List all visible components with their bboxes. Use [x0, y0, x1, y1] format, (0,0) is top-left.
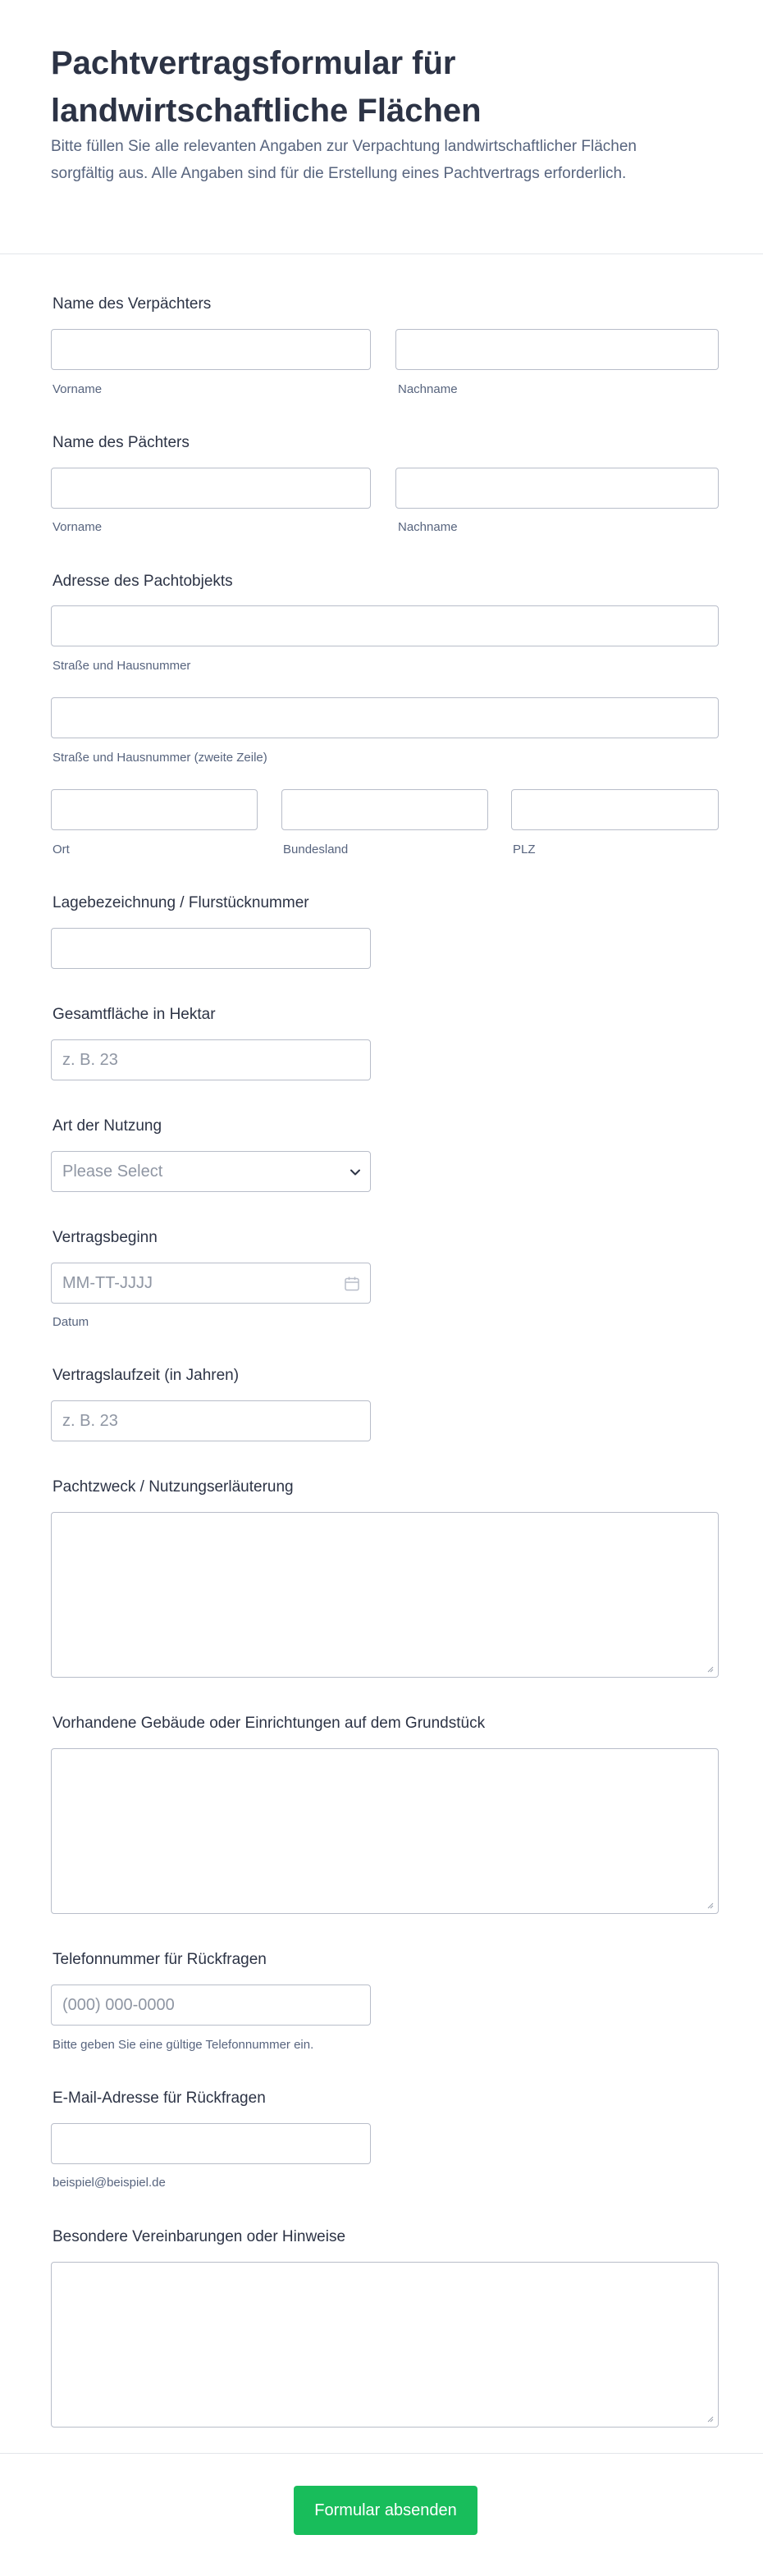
duration-label: Vertragslaufzeit (in Jahren): [53, 1367, 240, 1384]
usage-label: Art der Nutzung: [53, 1117, 162, 1135]
email-sublabel: beispiel@beispiel.de: [53, 2176, 166, 2190]
lessee-first-name-sublabel: Vorname: [53, 520, 103, 534]
lessor-last-name-input[interactable]: [395, 329, 719, 370]
phone-sublabel: Bitte geben Sie eine gültige Telefonnummer ein.: [53, 2038, 314, 2052]
phone-input[interactable]: [51, 1985, 371, 2026]
parcel-label: Lagebezeichnung / Flurstücknummer: [53, 894, 309, 911]
lessee-last-name-sublabel: Nachname: [398, 520, 458, 534]
lessor-first-name-input[interactable]: [51, 329, 371, 370]
duration-input[interactable]: [51, 1400, 371, 1441]
street-input[interactable]: [51, 605, 719, 646]
address-label: Adresse des Pachtobjekts: [53, 573, 233, 590]
email-input[interactable]: [51, 2123, 371, 2164]
chevron-down-icon: [349, 1166, 362, 1179]
start-date-label: Vertragsbeginn: [53, 1229, 158, 1246]
state-sublabel: Bundesland: [283, 843, 349, 856]
purpose-label: Pachtzweck / Nutzungserläuterung: [53, 1478, 294, 1496]
form-title: Pachtvertragsformular für landwirtschaftliche Flächen: [51, 45, 482, 129]
start-date-input[interactable]: [51, 1263, 371, 1304]
submit-button[interactable]: Formular absenden: [294, 2486, 477, 2535]
start-date-placeholder: MM-TT-JJJJ: [62, 1274, 153, 1292]
area-label: Gesamtfläche in Hektar: [53, 1006, 216, 1023]
resize-grip-icon[interactable]: [706, 2414, 714, 2423]
buildings-label: Vorhandene Gebäude oder Einrichtungen auf dem Grundstück: [53, 1715, 486, 1732]
zip-sublabel: PLZ: [513, 843, 536, 856]
lessor-first-name-sublabel: Vorname: [53, 382, 103, 396]
city-sublabel: Ort: [53, 843, 70, 856]
street-sublabel: Straße und Hausnummer: [53, 659, 191, 673]
phone-label: Telefonnummer für Rückfragen: [53, 1951, 267, 1968]
street2-input[interactable]: [51, 697, 719, 738]
footer-divider: [0, 2453, 763, 2454]
form-header: [0, 0, 763, 254]
lessee-first-name-input[interactable]: [51, 468, 371, 509]
notes-label: Besondere Vereinbarungen oder Hinweise: [53, 2228, 346, 2245]
email-label: E-Mail-Adresse für Rückfragen: [53, 2090, 266, 2107]
usage-select[interactable]: [51, 1151, 371, 1192]
lessee-name-label: Name des Pächters: [53, 434, 190, 451]
lessee-last-name-input[interactable]: [395, 468, 719, 509]
lessor-name-label: Name des Verpächters: [53, 295, 212, 313]
notes-textarea[interactable]: [51, 2262, 719, 2428]
state-input[interactable]: [281, 789, 488, 830]
zip-input[interactable]: [511, 789, 719, 830]
area-input[interactable]: [51, 1039, 371, 1080]
city-input[interactable]: [51, 789, 258, 830]
parcel-input[interactable]: [51, 928, 371, 969]
buildings-textarea[interactable]: [51, 1748, 719, 1914]
purpose-textarea[interactable]: [51, 1512, 719, 1678]
street2-sublabel: Straße und Hausnummer (zweite Zeile): [53, 751, 267, 765]
lessor-last-name-sublabel: Nachname: [398, 382, 458, 396]
form-subtitle: Bitte füllen Sie alle relevanten Angaben zur Verpachtung landwirtschaftlicher Flächen sorgfältig aus. Alle Angaben sind für die Erstellung eines Pachtvertrags erforderlich.: [51, 138, 637, 182]
calendar-icon[interactable]: [344, 1276, 360, 1292]
usage-select-value: Please Select: [62, 1162, 163, 1181]
resize-grip-icon[interactable]: [706, 1901, 714, 1909]
resize-grip-icon[interactable]: [706, 1665, 714, 1673]
start-date-sublabel: Datum: [53, 1315, 89, 1329]
